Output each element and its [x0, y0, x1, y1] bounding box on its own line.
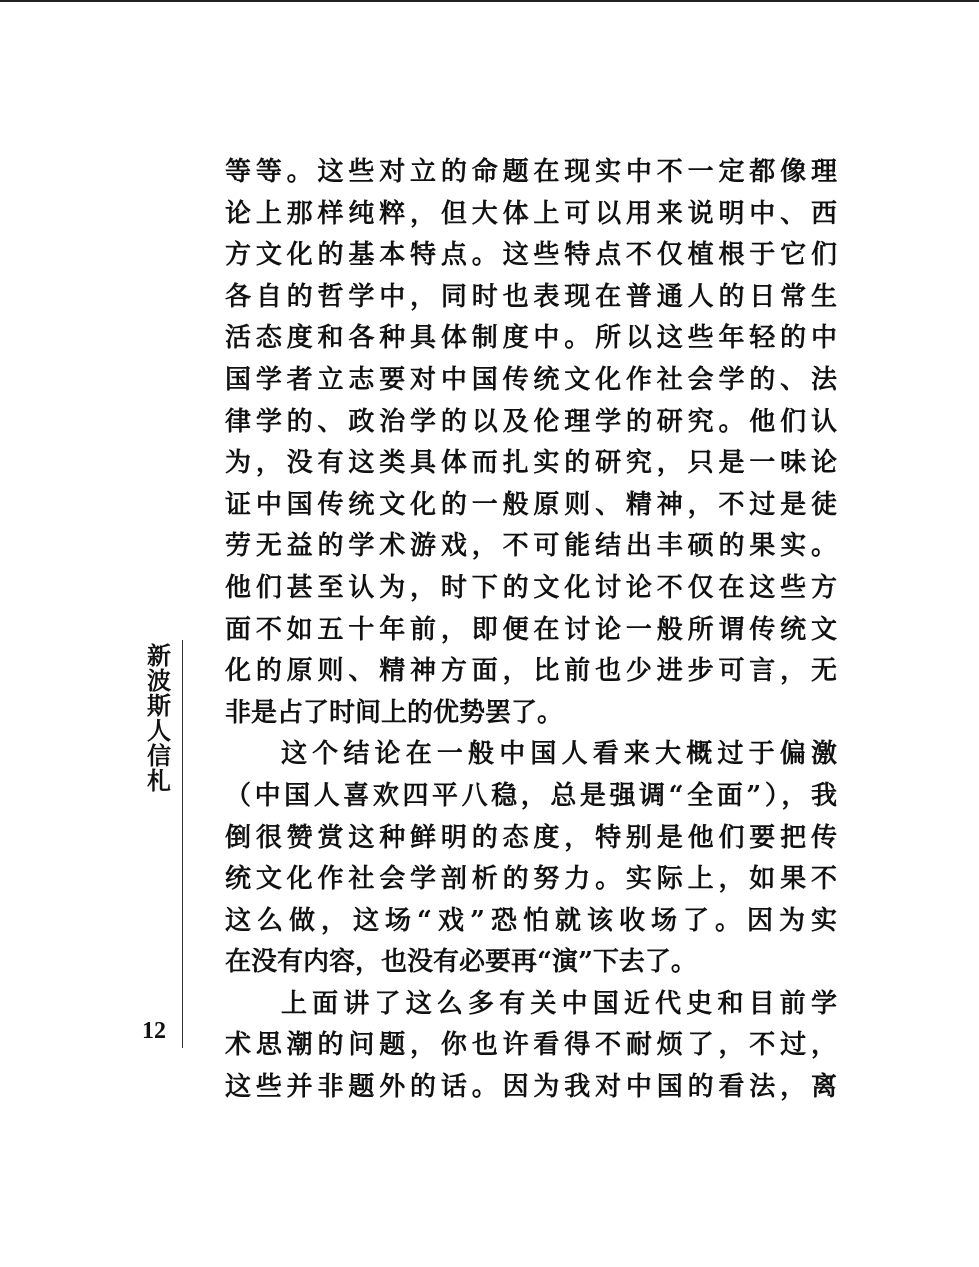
paragraph-1	[225, 152, 837, 734]
text-line: 这么做，这场“戏”恐怕就该收场了。因为实	[225, 905, 837, 936]
text-line: 倒很赞赏这种鲜明的态度，特别是他们要把传	[225, 822, 837, 853]
text-line: 论上那样纯粹，但大体上可以用来说明中、西	[225, 198, 837, 229]
text-line: 证中国传统文化的一般原则、精神，不过是徒	[225, 489, 837, 520]
paragraph-2	[225, 734, 837, 984]
text-line: 他们甚至认为，时下的文化讨论不仅在这些方	[225, 572, 837, 603]
body-text	[225, 152, 837, 1109]
text-line: 活态度和各种具体制度中。所以这些年轻的中	[225, 323, 837, 354]
text-line: 上面讲了这么多有关中国近代史和目前学	[281, 988, 837, 1019]
text-line: 劳无益的学术游戏，不可能结出丰硕的果实。	[225, 531, 837, 562]
text-line: 国学者立志要对中国传统文化作社会学的、法	[225, 364, 837, 395]
text-line: 化的原则、精神方面，比前也少进步可言，无	[225, 656, 837, 687]
text-line: 律学的、政治学的以及伦理学的研究。他们认	[225, 406, 837, 437]
text-line: 统文化作社会学剖析的努力。实际上，如果不	[225, 864, 837, 895]
text-line: 为，没有这类具体而扎实的研究，只是一味论	[225, 448, 837, 479]
running-title-rule	[182, 640, 183, 1048]
paragraph-3	[225, 984, 837, 1109]
text-line: 各自的哲学中，同时也表现在普通人的日常生	[225, 281, 837, 312]
page-top-border	[0, 0, 979, 2]
text-line: 非是占了时间上的优势罢了。	[225, 697, 564, 728]
page-number: 12	[142, 1018, 166, 1044]
text-line: 这些并非题外的话。因为我对中国的看法，离	[225, 1072, 837, 1103]
text-line: （中国人喜欢四平八稳，总是强调“全面”），我	[225, 780, 837, 811]
text-line: 在没有内容，也没有必要再“演”下去了。	[225, 947, 697, 978]
text-line: 这个结论在一般中国人看来大概过于偏激	[281, 739, 837, 770]
text-line: 方文化的基本特点。这些特点不仅植根于它们	[225, 240, 837, 271]
text-line: 面不如五十年前，即便在讨论一般所谓传统文	[225, 614, 837, 645]
text-line: 术思潮的问题，你也许看得不耐烦了，不过，	[225, 1030, 837, 1061]
text-line: 等等。这些对立的命题在现实中不一定都像理	[225, 157, 837, 187]
running-title: 新波斯人信札	[147, 641, 171, 795]
